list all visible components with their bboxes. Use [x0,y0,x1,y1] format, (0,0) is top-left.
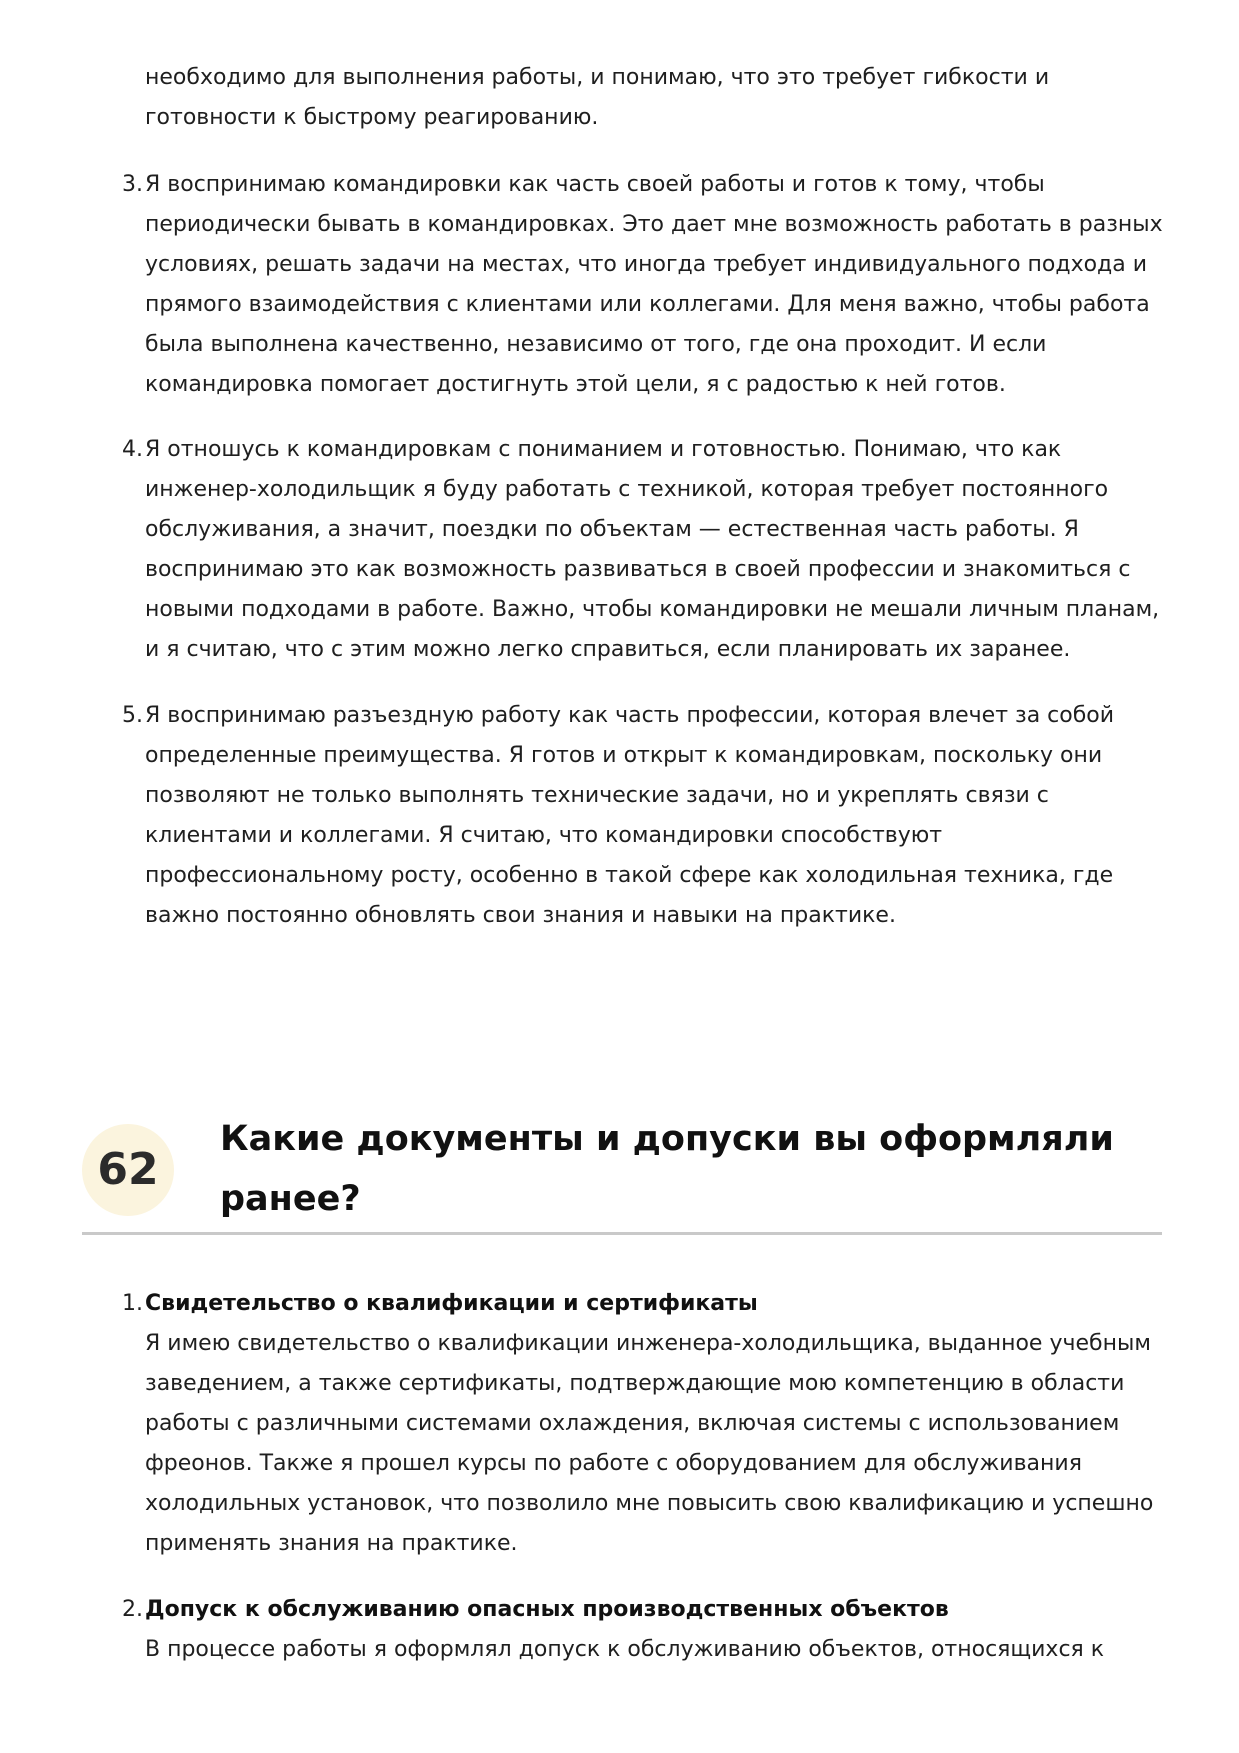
list-item-number: 5. [122,703,143,728]
list-item [122,430,1165,670]
question-header [82,1097,1162,1235]
list-item [122,1284,1165,1564]
question-number-badge: 62 [82,1124,174,1216]
list-item-heading: Допуск к обслуживанию опасных производственных объектов [145,1597,949,1622]
list-item-text: Я отношусь к командировкам с пониманием и готовностью. Понимаю, что как инженер-холодильщик я буду работать с техникой, которая требует постоянного обслуживания, а значит, поездки по объектам — естественная часть работы. Я воспринимаю это как возможность развиваться в своей профессии и знакомиться с новыми подходами в работе. Важно, чтобы командировки не мешали личным планам, и я считаю, что с этим можно легко справиться, если планировать их заранее. [145,437,1160,662]
answer-continuation-text: необходимо для выполнения работы, и понимаю, что это требует гибкости и готовности к быстрому реагированию. [145,65,1050,130]
list-item-heading: Свидетельство о квалификации и сертификаты [145,1291,758,1316]
list-item-text: Я воспринимаю командировки как часть своей работы и готов к тому, чтобы периодически бывать в командировках. Это дает мне возможность работать в разных условиях, решать задачи на местах, что иногда требует индивидуального подхода и прямого взаимодействия с клиентами или коллегами. Для меня важно, чтобы работа была выполнена качественно, независимо от того, где она проходит. И если командировка помогает достигнуть этой цели, я с радостью к ней готов. [145,172,1163,397]
list-item-text: В процессе работы я оформлял допуск к обслуживанию объектов, относящихся к [145,1637,1105,1662]
list-item-number: 3. [122,172,143,197]
list-item [122,165,1165,405]
list-item-number: 4. [122,437,143,462]
list-item-text: Я имею свидетельство о квалификации инженера-холодильщика, выданное учебным заведением, а также сертификаты, подтверждающие мою компетенцию в области работы с различными системами охлаждения, включая системы с использованием фреонов. Также я прошел курсы по работе с оборудованием для обслуживания холодильных установок, что позволило мне повысить свою квалификацию и успешно применять знания на практике. [145,1331,1154,1556]
list-item-text: Я воспринимаю разъездную работу как часть профессии, которая влечет за собой определенные преимущества. Я готов и открыт к командировкам, поскольку они позволяют не только выполнять технические задачи, но и укреплять связи с клиентами и коллегами. Я считаю, что командировки способствуют профессиональному росту, особенно в такой сфере как холодильная техника, где важно постоянно обновлять свои знания и навыки на практике. [145,703,1115,928]
list-item-number: 2. [122,1597,143,1622]
list-item [122,1590,1165,1670]
list-item [122,696,1165,936]
answer-continuation [145,58,1165,138]
question-title: Какие документы и допуски вы оформляли ранее? [220,1119,1114,1219]
list-item-number: 1. [122,1291,143,1316]
